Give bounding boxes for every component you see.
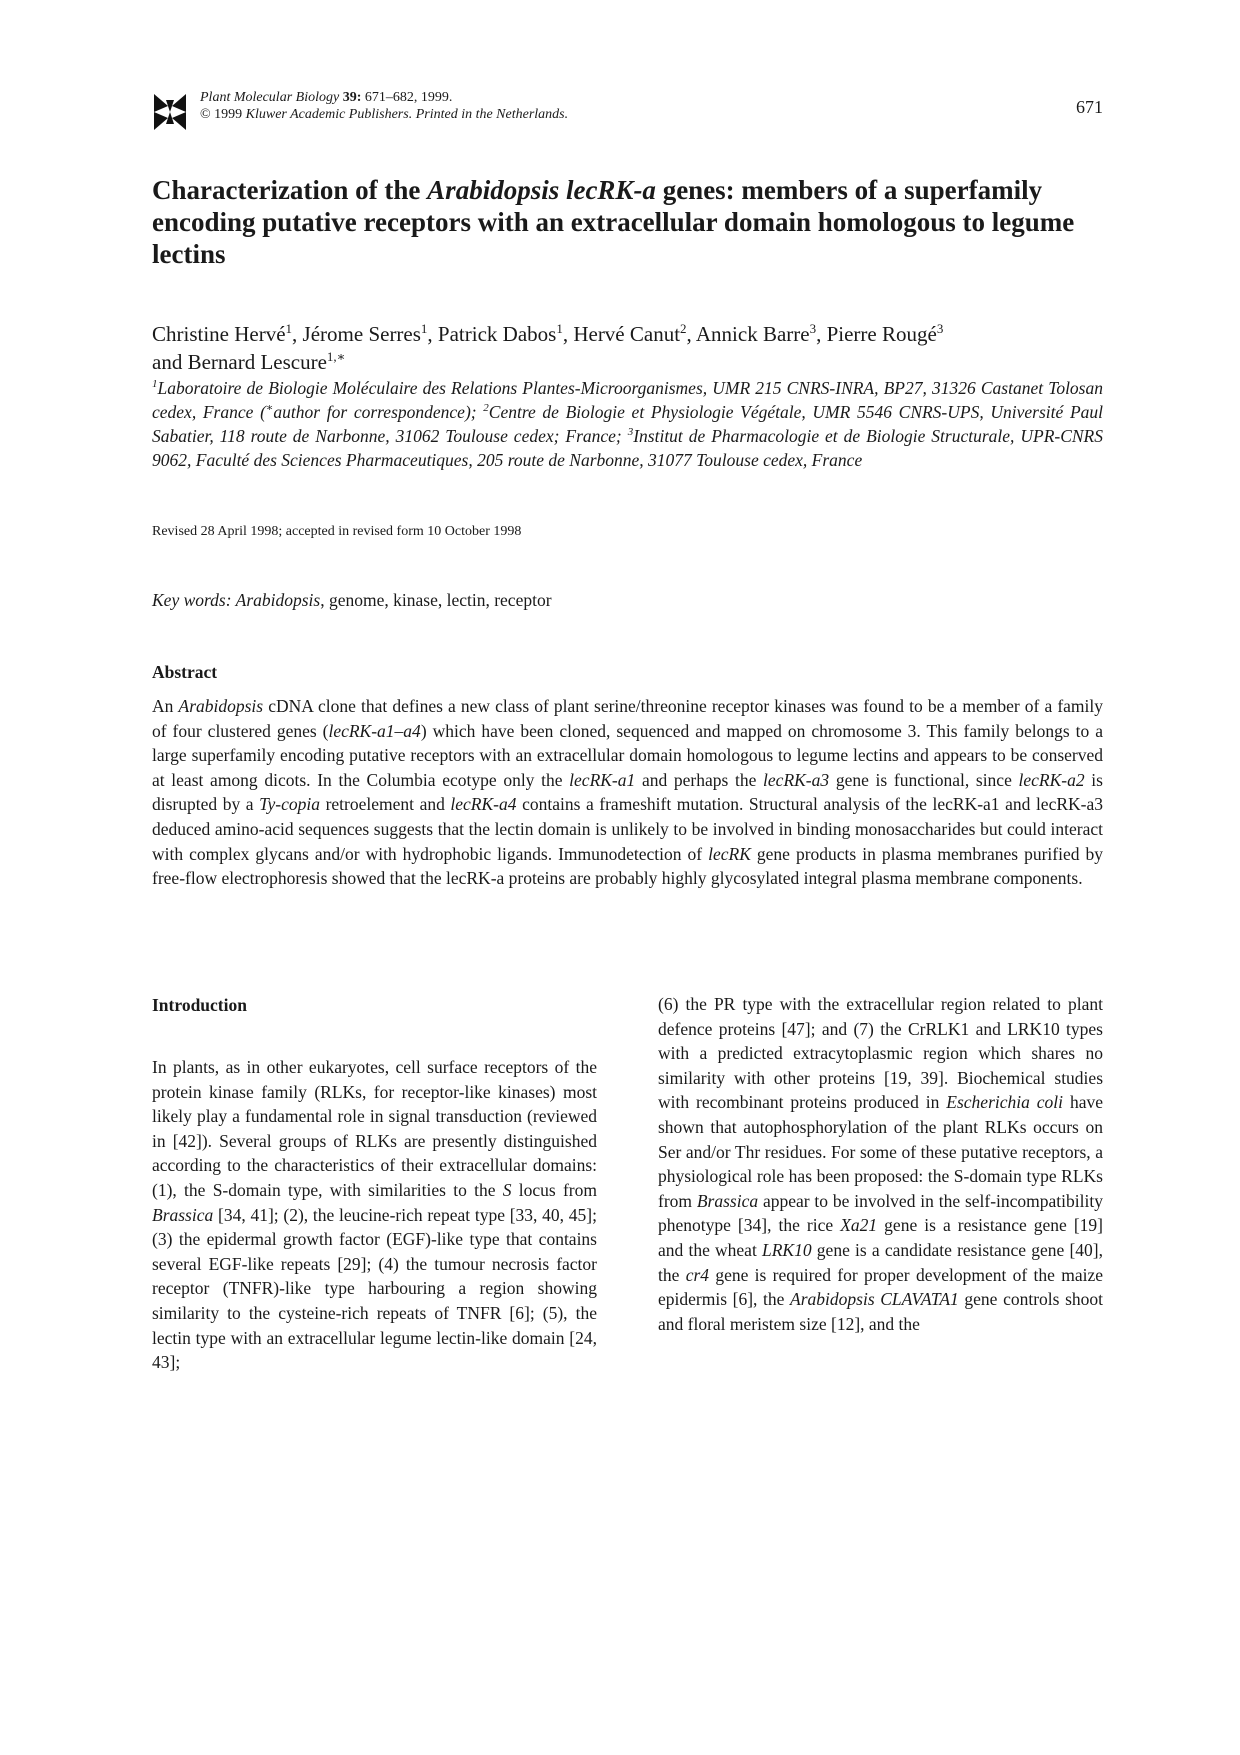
publisher: Kluwer Academic Publishers. Printed in the Netherlands. <box>245 107 569 122</box>
author-list: Christine Hervé$^1$, Jérome Serres$^1$, Patrick Dabos$^1$, Hervé Canut$^2$, Annick Barre$^3$, Pierre Rougé$^3$ and Bernard Lescure$^{1,∗}$ <box>152 321 944 374</box>
journal-header <box>152 80 1103 140</box>
journal-volume: 39: <box>342 90 362 105</box>
introduction-heading: Introduction <box>152 995 247 1015</box>
revision-dates: Revised 28 April 1998; accepted in revised form 10 October 1998 <box>152 524 522 539</box>
keywords: Key words: Arabidopsis, genome, kinase, lectin, receptor <box>152 590 552 610</box>
article-title: Characterization of the Arabidopsis lecRK-a genes: members of a superfamily encoding putative receptors with an extracellular domain homologous to legume lectins <box>152 175 1075 269</box>
introduction-left-column: In plants, as in other eukaryotes, cell surface receptors of the protein kinase family (RLKs, for receptor-like kinases) most likely play a fundamental role in signal transduction (reviewed in [42]). Several groups of RLKs are presently distinguished according to the characteristics of their extracellular domains: (1), the S-domain type, with similarities to the S locus from Brassica [34, 41]; (2), the leucine-rich repeat type [33, 40, 45]; (3) the epidermal growth factor (EGF)-like type that contains several EGF-like repeats [29]; (4) the tumour necrosis factor receptor (TNFR)-like type harbouring a region showing similarity to the cysteine-rich repeats of TNFR [6]; (5), the lectin type with an extracellular legume lectin-like domain [24, 43]; <box>152 1057 597 1373</box>
journal-citation <box>200 89 568 123</box>
journal-pages: 671–682, 1999. <box>361 90 453 105</box>
page-number: 671 <box>1076 97 1103 117</box>
affiliations: $^1$Laboratoire de Biologie Moléculaire des Relations Plantes-Microorganismes, UMR 215 CNRS-INRA, BP27, 31326 Castanet Tolosan cedex, France (∗author for correspondence); $^2$Centre de Biologie et Physiologie Végétale, UMR 5546 CNRS-UPS, Université Paul Sabatier, 118 route de Narbonne, 31062 Toulouse cedex; France; $^3$Institut de Pharmacologie et de Biologie Structurale, UPR-CNRS 9062, Faculté des Sciences Pharmaceutiques, 205 route de Narbonne, 31077 Toulouse cedex, France <box>152 378 1103 470</box>
copyright: © 1999 <box>200 107 246 122</box>
publisher-logo-icon <box>152 92 188 132</box>
journal-name: Plant Molecular Biology <box>200 90 340 105</box>
introduction-right-column: (6) the PR type with the extracellular region related to plant defence proteins [47]; and (7) the CrRLK1 and LRK10 types with a predicted extracytoplasmic region which shares no similarity with other proteins [19, 39]. Biochemical studies with recombinant proteins produced in Escherichia coli have shown that autophosphorylation of the plant RLKs occurs on Ser and/or Thr residues. For some of these putative receptors, a physiological role has been proposed: the S-domain type RLKs from Brassica appear to be involved in the self-incompatibility phenotype [34], the rice Xa21 gene is a resistance gene [19] and the wheat LRK10 gene is a candidate resistance gene [40], the cr4 gene is required for proper development of the maize epidermis [6], the Arabidopsis CLAVATA1 gene controls shoot and floral meristem size [12], and the <box>658 994 1104 1334</box>
abstract-body: An Arabidopsis cDNA clone that defines a new class of plant serine/threonine receptor kinases was found to be a member of a family of four clustered genes (lecRK-a1–a4) which have been cloned, sequenced and mapped on chromosome 3. This family belongs to a large superfamily encoding putative receptors with an extracellular domain homologous to legume lectins and appears to be conserved at least among dicots. In the Columbia ecotype only the lecRK-a1 and perhaps the lecRK-a3 gene is functional, since lecRK-a2 is disrupted by a Ty-copia retroelement and lecRK-a4 contains a frameshift mutation. Structural analysis of the lecRK-a1 and lecRK-a3 deduced amino-acid sequences suggests that the lectin domain is unlikely to be involved in binding monosaccharides but could interact with complex glycans and/or with hydrophobic ligands. Immunodetection of lecRK gene products in plasma membranes purified by free-flow electrophoresis showed that the lecRK-a proteins are probably highly glycosylated integral plasma membrane components. <box>152 696 1103 889</box>
page <box>152 80 1104 1373</box>
abstract-heading: Abstract <box>152 662 218 682</box>
